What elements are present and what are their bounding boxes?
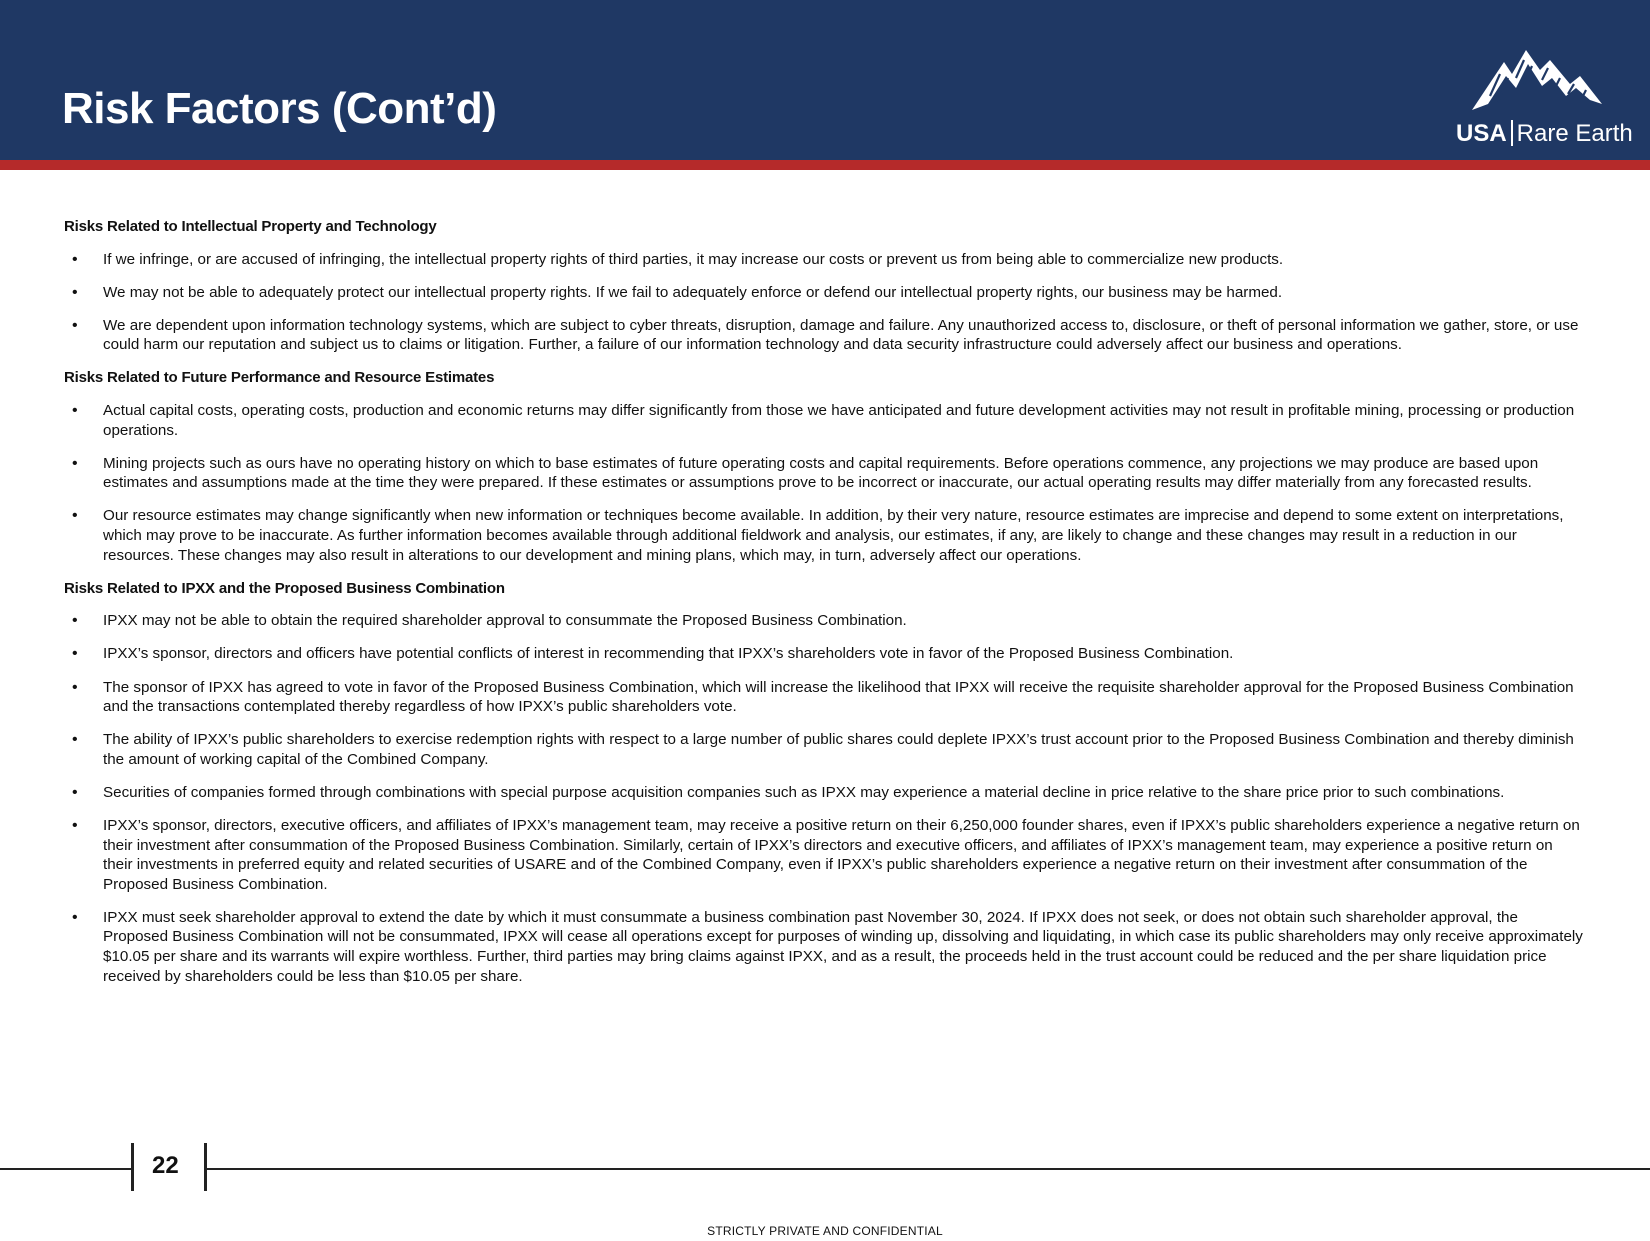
- header-accent-stripe: [0, 160, 1650, 170]
- section-future-performance: [64, 368, 1584, 565]
- section-heading: Risks Related to Intellectual Property and Technology: [64, 218, 437, 235]
- logo-usa-text: USA: [1456, 120, 1507, 147]
- list-item: • The ability of IPXX’s public shareholders to exercise redemption rights with respect to a large number of public shares could deplete IPXX’s trust account prior to the Proposed Business Combination and thereby diminish the amount of working capital of the Combined Company.: [64, 730, 1584, 769]
- section-ip-technology: [64, 217, 1584, 355]
- list-item: • Mining projects such as ours have no operating history on which to base estimates of future operating costs and capital requirements. Before operations commence, any projections we may produce are based upon estimates and assumptions made at the time they were prepared. If these estimates or assumptions prove to be incorrect or inaccurate, our actual operating results may differ materially from any forecasted results.: [64, 454, 1584, 493]
- section-heading: Risks Related to IPXX and the Proposed Business Combination: [64, 579, 505, 597]
- header-band: [0, 0, 1650, 160]
- section-ipxx-business-combination: [64, 579, 1584, 987]
- list-item: • We are dependent upon information technology systems, which are subject to cyber threats, disruption, damage and failure. Any unauthorized access to, disclosure, or theft of personal information we gather, store, or use could harm our reputation and subject us to claims or litigation. Further, a failure of our information technology and data security infrastructure could adversely affect our business and operations.: [64, 316, 1584, 355]
- mountain-logo-icon: [1470, 44, 1610, 116]
- list-item: • Our resource estimates may change significantly when new information or techniques become available. In addition, by their very nature, resource estimates are imprecise and depend to some extent on interpretations, which may prove to be inaccurate. As further information becomes available through additional fieldwork and analysis, our estimates, if any, are likely to change and these changes may result in a reduction in our resources. These changes may also result in alterations to our development and mining plans, which may, in turn, adversely affect our operations.: [64, 506, 1584, 565]
- page-title: Risk Factors (Cont’d): [62, 84, 497, 133]
- list-item: • IPXX’s sponsor, directors and officers have potential conflicts of interest in recommending that IPXX’s shareholders vote in favor of the Proposed Business Combination.: [64, 644, 1584, 664]
- footer-rule-right: [206, 1168, 1650, 1170]
- confidentiality-notice: STRICTLY PRIVATE AND CONFIDENTIAL: [707, 1224, 943, 1238]
- section-heading: Risks Related to Future Performance and Resource Estimates: [64, 369, 495, 387]
- page-number: 22: [152, 1152, 179, 1179]
- list-item: • IPXX may not be able to obtain the required shareholder approval to consummate the Proposed Business Combination.: [64, 611, 1584, 631]
- company-logo: [1450, 44, 1633, 154]
- list-item: • Securities of companies formed through combinations with special purpose acquisition companies such as IPXX may experience a material decline in price relative to the share price prior to such combinations.: [64, 783, 1584, 803]
- bullet-list: [64, 250, 1584, 355]
- list-item: • If we infringe, or are accused of infringing, the intellectual property rights of third parties, it may increase our costs or prevent us from being able to commercialize new products.: [64, 250, 1584, 270]
- list-item: • Actual capital costs, operating costs, production and economic returns may differ significantly from those we have anticipated and future development activities may not result in profitable mining, processing or production operations.: [64, 401, 1584, 440]
- list-item: • The sponsor of IPXX has agreed to vote in favor of the Proposed Business Combination, which will increase the likelihood that IPXX will receive the requisite shareholder approval for the Proposed Business Combination and the transactions contemplated thereby regardless of how IPXX’s public shareholders vote.: [64, 678, 1584, 717]
- page-number-bracket-right: [204, 1143, 207, 1191]
- bullet-list: [64, 401, 1584, 565]
- logo-rare-earth-text: Rare Earth: [1516, 120, 1633, 147]
- risk-content: [64, 217, 1584, 1000]
- footer-rule-left: [0, 1168, 132, 1170]
- page-number-bracket-left: [131, 1143, 134, 1191]
- bullet-list: [64, 611, 1584, 986]
- list-item: • IPXX’s sponsor, directors, executive officers, and affiliates of IPXX’s management team, may receive a positive return on their 6,250,000 founder shares, even if IPXX’s public shareholders experience a negative return on their investment after consummation of the Proposed Business Combination. Similarly, certain of IPXX’s directors and executive officers, and affiliates of IPXX’s management team, may experience a positive return on their investments in preferred equity and related securities of USARE and of the Combined Company, even if IPXX’s public shareholders experience a negative return on their investment after consummation of the Proposed Business Combination.: [64, 816, 1584, 894]
- list-item: • We may not be able to adequately protect our intellectual property rights. If we fail to adequately enforce or defend our intellectual property rights, our business may be harmed.: [64, 283, 1584, 303]
- list-item: • IPXX must seek shareholder approval to extend the date by which it must consummate a business combination past November 30, 2024. If IPXX does not seek, or does not obtain such shareholder approval, the Proposed Business Combination will not be consummated, IPXX will cease all operations except for purposes of winding up, dissolving and liquidating, in which case its public shareholders may only receive approximately $10.05 per share and its warrants will expire worthless. Further, third parties may bring claims against IPXX, and as a result, the proceeds held in the trust account could be reduced and the per share liquidation price received by shareholders could be less than $10.05 per share.: [64, 908, 1584, 986]
- logo-wordmark: [1456, 120, 1633, 148]
- logo-divider: [1511, 120, 1513, 146]
